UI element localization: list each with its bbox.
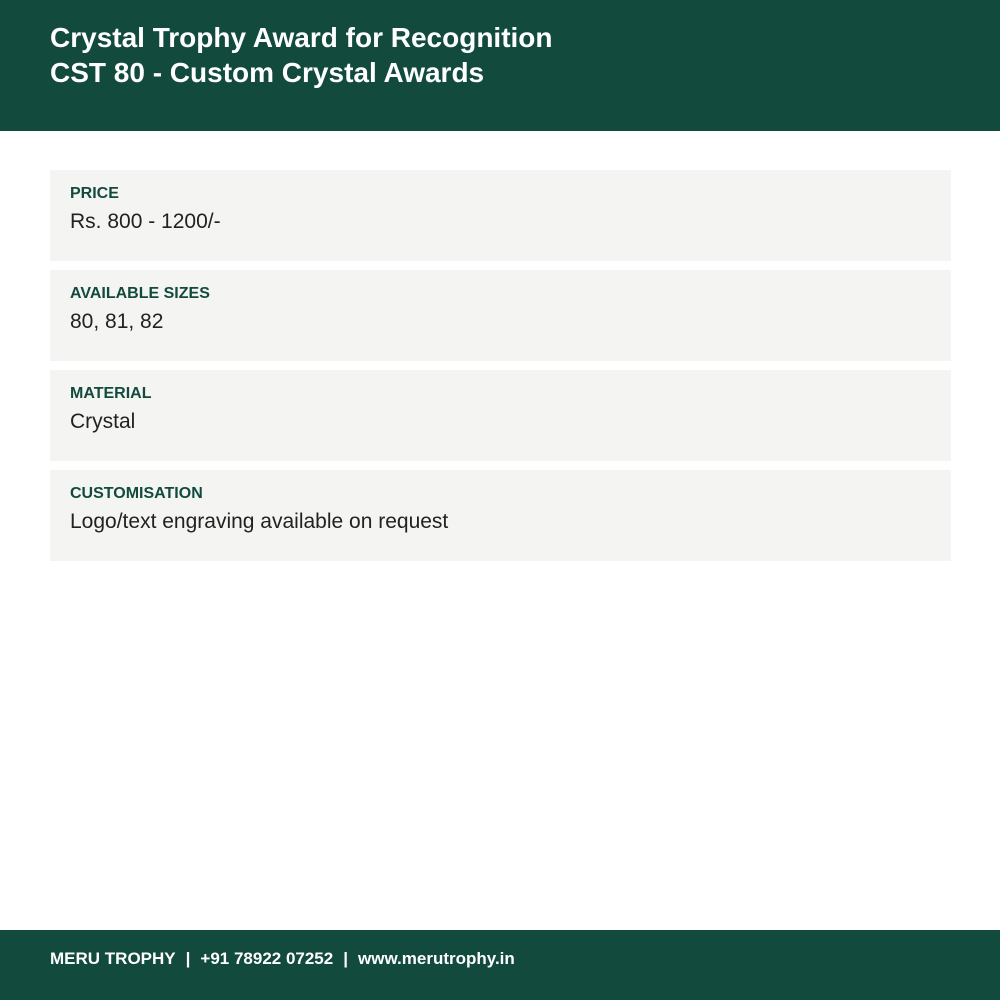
product-subtitle: CST 80 - Custom Crystal Awards bbox=[50, 57, 485, 88]
sizes-label: AVAILABLE SIZES bbox=[70, 285, 210, 302]
customisation-label: CUSTOMISATION bbox=[70, 485, 203, 502]
material-card bbox=[50, 370, 951, 461]
footer-separator: | bbox=[185, 949, 191, 968]
footer-phone[interactable]: +91 78922 07252 bbox=[200, 949, 334, 968]
footer-separator: | bbox=[343, 949, 348, 968]
product-details bbox=[50, 170, 951, 570]
customisation-value: Logo/text engraving available on request bbox=[70, 510, 449, 533]
material-label: MATERIAL bbox=[70, 385, 152, 402]
price-value: Rs. 800 - 1200/- bbox=[70, 210, 221, 233]
page-footer bbox=[0, 930, 1000, 1000]
customisation-card bbox=[50, 470, 951, 561]
material-value: Crystal bbox=[70, 410, 136, 433]
price-card bbox=[50, 170, 951, 261]
product-title: Crystal Trophy Award for Recognition bbox=[50, 22, 553, 53]
sizes-card bbox=[50, 270, 951, 361]
footer-website-link[interactable]: www.merutrophy.in bbox=[358, 949, 515, 968]
sizes-value: 80, 81, 82 bbox=[70, 310, 164, 333]
footer-brand: MERU TROPHY bbox=[50, 949, 176, 968]
page-header bbox=[0, 0, 1000, 131]
price-label: PRICE bbox=[70, 185, 119, 202]
